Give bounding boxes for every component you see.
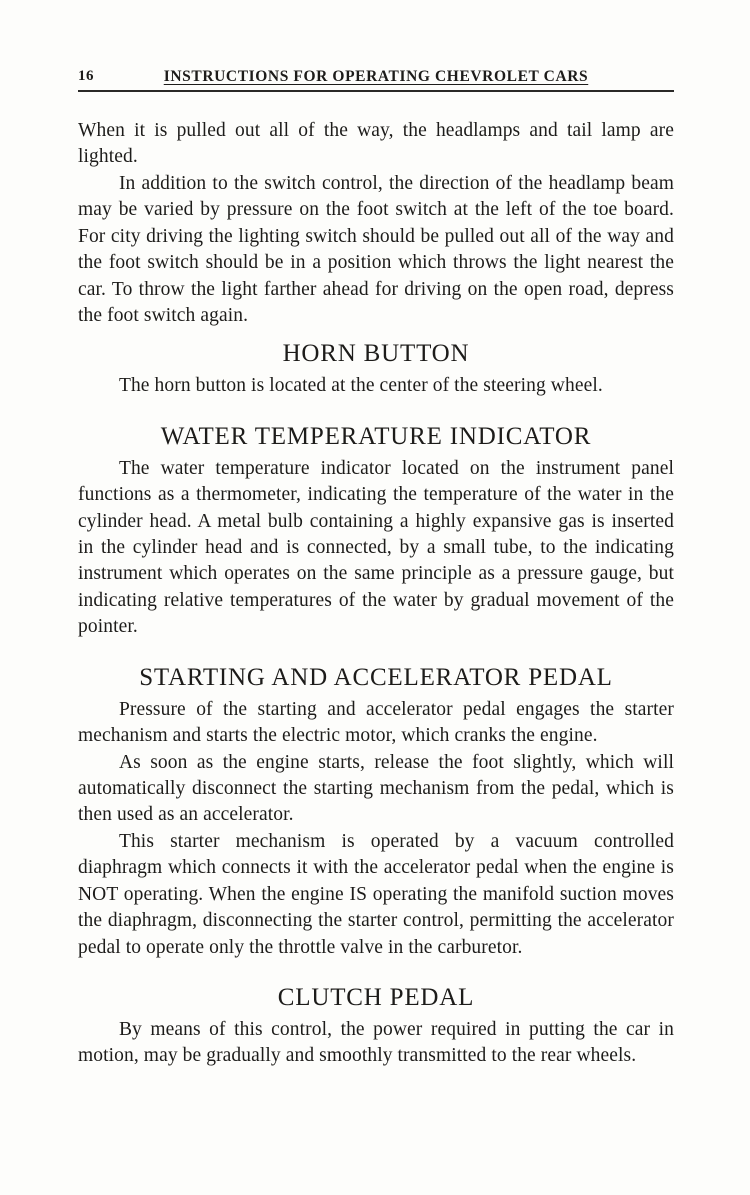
section-heading-starting-and-accelerator-pedal: STARTING AND ACCELERATOR PEDAL xyxy=(139,663,613,691)
section-heading-water-temperature-indicator: WATER TEMPERATURE INDICATOR xyxy=(160,422,592,450)
running-title: INSTRUCTIONS FOR OPERATING CHEVROLET CARS xyxy=(163,68,589,85)
paragraph-clutch-pedal: By means of this control, the power required in putting the car in motion, may be gradually and smoothly transmitted to the rear wheels. xyxy=(78,1018,674,1067)
paragraph-horn-button: The horn button is located at the center of the steering wheel. xyxy=(118,375,603,397)
section-heading-horn-button: HORN BUTTON xyxy=(282,340,470,368)
paragraph-foot-switch: In addition to the switch control, the direction of the headlamp beam may be varied by pressure on the foot switch at the left of the toe board. For city driving the lighting switch should be pulled out all of the way and the foot switch should be in a position which throws the light nearest the car. To throw the light farther ahead for driving on the open road, depress the foot switch again. xyxy=(78,172,674,326)
paragraph-continued: When it is pulled out all of the way, the headlamps and tail lamp are lighted. xyxy=(78,120,674,168)
page-number: 16 xyxy=(78,68,94,84)
page-body xyxy=(78,118,674,1070)
paragraph-starter-pressure: Pressure of the starting and accelerator pedal engages the starter mechanism and starts the electric motor, which cranks the engine. xyxy=(78,698,674,747)
paragraph-starter-mechanism: This starter mechanism is operated by a vacuum controlled diaphragm which connects it with the accelerator pedal when the engine is NOT operating. When the engine IS operating the manifold suction moves the diaphragm, disconnecting the starter control, permitting the accelerator pedal to operate only the throttle valve in the carburetor. xyxy=(78,830,674,958)
section-heading-clutch-pedal: CLUTCH PEDAL xyxy=(277,983,475,1011)
paragraph-water-temperature: The water temperature indicator located on the instrument panel functions as a thermometer, indicating the temperature of the water in the cylinder head. A metal bulb containing a highly expansive gas is inserted in the cylinder head and is connected, by a small tube, to the indicating instrument which operates on the same principle as a pressure gauge, but indicating relative temperatures of the water by gradual movement of the pointer. xyxy=(78,457,674,638)
paragraph-engine-starts: As soon as the engine starts, release the foot slightly, which will automatically disconnect the starting mechanism from the pedal, which is then used as an accelerator. xyxy=(78,751,674,826)
running-header xyxy=(78,68,674,92)
